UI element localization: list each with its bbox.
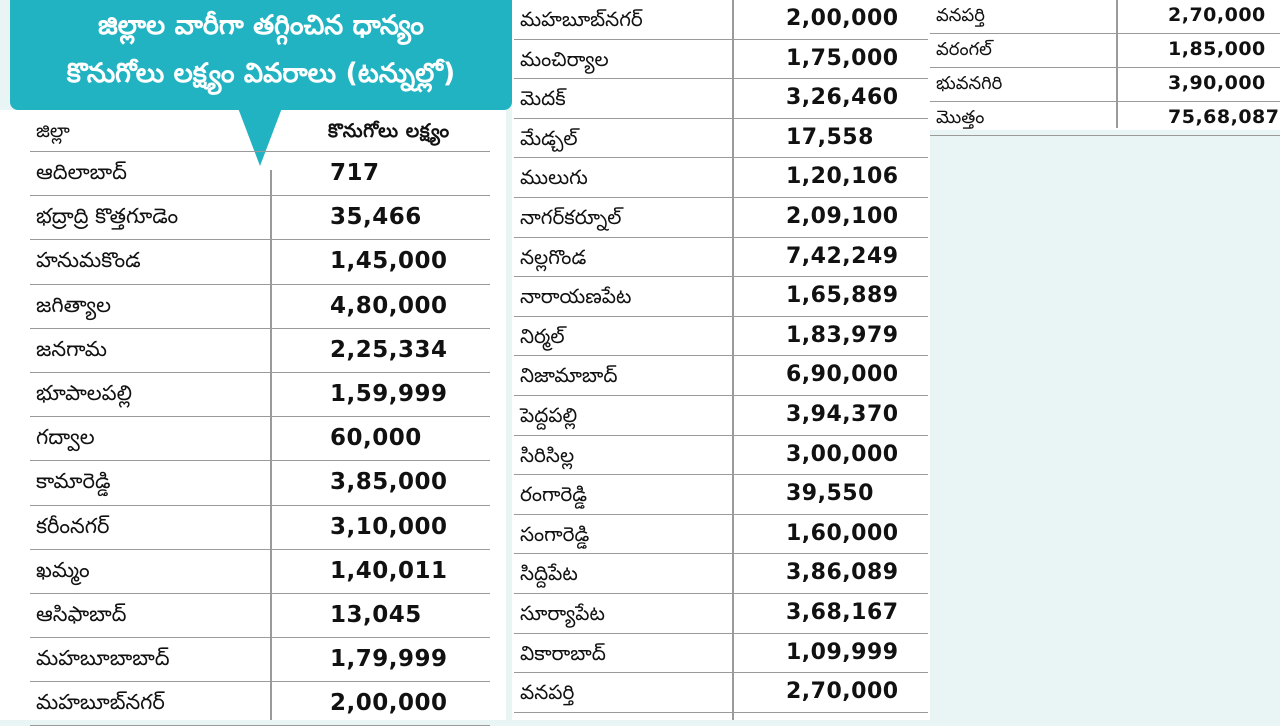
table-row <box>30 550 490 594</box>
district-name: ఆదిలాబాద్ <box>36 160 127 184</box>
district-name: సిరిసిల్ల <box>520 442 575 467</box>
total-label: మొత్తం <box>936 107 985 128</box>
district-name: రంగారెడ్డి <box>520 482 588 507</box>
header-target: కొనుగోలు లక్ష్యం <box>328 120 450 142</box>
table-row <box>30 594 490 638</box>
target-value: 2,25,334 <box>330 336 448 363</box>
district-name: మహబూబ్‌నగర్ <box>36 690 165 715</box>
table-row <box>30 240 490 284</box>
target-value: 3,26,460 <box>786 85 899 111</box>
table-row <box>30 152 490 196</box>
target-value: 13,045 <box>330 601 422 628</box>
target-value: 1,75,000 <box>786 45 899 71</box>
district-list-left <box>30 152 490 726</box>
district-list-middle <box>514 0 928 713</box>
target-value: 2,00,000 <box>330 690 448 717</box>
target-value: 17,558 <box>786 124 874 150</box>
target-value: 1,59,999 <box>330 380 448 407</box>
table-row <box>30 417 490 461</box>
target-value: 1,20,106 <box>786 164 899 190</box>
district-name: భువనగిరి <box>936 73 1003 94</box>
total-row <box>930 102 1280 136</box>
target-value: 1,40,011 <box>330 557 448 584</box>
table-row <box>514 238 928 278</box>
district-name: నారాయణపేట <box>520 284 632 309</box>
target-value: 3,86,089 <box>786 560 899 586</box>
table-row <box>930 68 1280 102</box>
title-callout <box>10 0 512 110</box>
district-list-right <box>930 0 1280 136</box>
district-name: వరంగల్ <box>936 39 992 60</box>
district-name: ఖమ్మం <box>36 557 90 582</box>
table-row <box>514 396 928 436</box>
target-value: 1,09,999 <box>786 639 899 665</box>
table-row <box>514 554 928 594</box>
table-row <box>514 40 928 80</box>
table-row <box>30 682 490 726</box>
target-value: 2,70,000 <box>786 679 899 705</box>
table-row <box>514 198 928 238</box>
target-value: 1,65,889 <box>786 283 899 309</box>
district-name: జనగామ <box>36 336 108 361</box>
table-row <box>930 0 1280 34</box>
target-value: 3,85,000 <box>330 469 448 496</box>
district-name: మహబూబ్‌నగర్ <box>520 7 643 31</box>
table-row <box>514 475 928 515</box>
district-name: కరీంనగర్ <box>36 513 110 538</box>
target-value: 7,42,249 <box>786 243 899 269</box>
district-name: నల్లగొండ <box>520 244 587 269</box>
district-name: ఆసిఫాబాద్ <box>36 601 127 626</box>
title-line-1: జిల్లాల వారీగా తగ్గించిన ధాన్యం <box>98 10 424 41</box>
district-name: సూర్యాపేట <box>520 600 605 625</box>
target-value: 3,90,000 <box>1168 72 1266 94</box>
target-value: 1,60,000 <box>786 520 899 546</box>
district-name: మహబూబాబాద్ <box>36 646 170 671</box>
table-row <box>514 515 928 555</box>
target-value: 3,94,370 <box>786 401 899 427</box>
target-value: 35,466 <box>330 204 422 231</box>
target-value: 1,79,999 <box>330 646 448 673</box>
target-value: 717 <box>330 160 380 186</box>
district-name: జగిత్యాల <box>36 292 112 317</box>
district-name: కామారెడ్డి <box>36 469 111 494</box>
target-value: 2,00,000 <box>786 6 899 31</box>
table-row <box>514 158 928 198</box>
table-row <box>514 594 928 634</box>
target-value: 39,550 <box>786 481 874 507</box>
district-name: నిర్మల్ <box>520 323 565 348</box>
table-row <box>514 0 928 40</box>
table-row <box>514 436 928 476</box>
target-value: 1,83,979 <box>786 322 899 348</box>
district-name: పెద్దపల్లి <box>520 402 578 427</box>
target-value: 6,90,000 <box>786 362 899 388</box>
table-row <box>514 673 928 713</box>
district-name: సిద్దిపేట <box>520 561 578 586</box>
table-row <box>30 638 490 682</box>
target-value: 2,09,100 <box>786 203 899 229</box>
table-row <box>30 373 490 417</box>
district-name: నాగర్‌కర్నూల్ <box>520 204 622 229</box>
target-value: 4,80,000 <box>330 292 448 319</box>
district-name: వికారాబాద్ <box>520 640 606 665</box>
table-row <box>514 119 928 159</box>
table-header <box>30 114 490 152</box>
title-line-2: కొనుగోలు లక్ష్యం వివరాలు (టన్నుల్లో) <box>66 58 456 89</box>
table-row <box>30 329 490 373</box>
district-name: వనపర్తి <box>936 5 985 26</box>
target-value: 2,70,000 <box>1168 4 1266 26</box>
table-row <box>514 634 928 674</box>
table-row <box>30 285 490 329</box>
target-value: 1,45,000 <box>330 248 448 275</box>
district-name: వనపర్తి <box>520 680 575 705</box>
table-row <box>514 79 928 119</box>
table-row <box>30 196 490 240</box>
district-name: మెదక్ <box>520 86 566 111</box>
district-name: భూపాలపల్లి <box>36 380 132 405</box>
table-row <box>30 506 490 550</box>
district-name: నిజామాబాద్ <box>520 363 618 388</box>
district-name: భద్రాద్రి కొత్తగూడెం <box>36 204 179 229</box>
target-value: 3,10,000 <box>330 513 448 540</box>
table-row <box>514 277 928 317</box>
table-row <box>930 34 1280 68</box>
table-row <box>514 317 928 357</box>
district-name: మంచిర్యాల <box>520 46 609 71</box>
header-district: జిల్లా <box>36 120 70 142</box>
district-name: హనుమకొండ <box>36 248 141 273</box>
target-value: 3,68,167 <box>786 599 899 625</box>
table-row <box>514 356 928 396</box>
target-value: 60,000 <box>330 425 422 452</box>
total-value: 75,68,087 <box>1168 106 1280 128</box>
target-value: 3,00,000 <box>786 441 899 467</box>
table-row <box>30 461 490 505</box>
district-name: మేడ్చల్ <box>520 125 578 150</box>
target-value: 1,85,000 <box>1168 38 1266 60</box>
district-name: సంగారెడ్డి <box>520 521 590 546</box>
district-name: ములుగు <box>520 165 588 190</box>
district-name: గద్వాల <box>36 425 95 450</box>
